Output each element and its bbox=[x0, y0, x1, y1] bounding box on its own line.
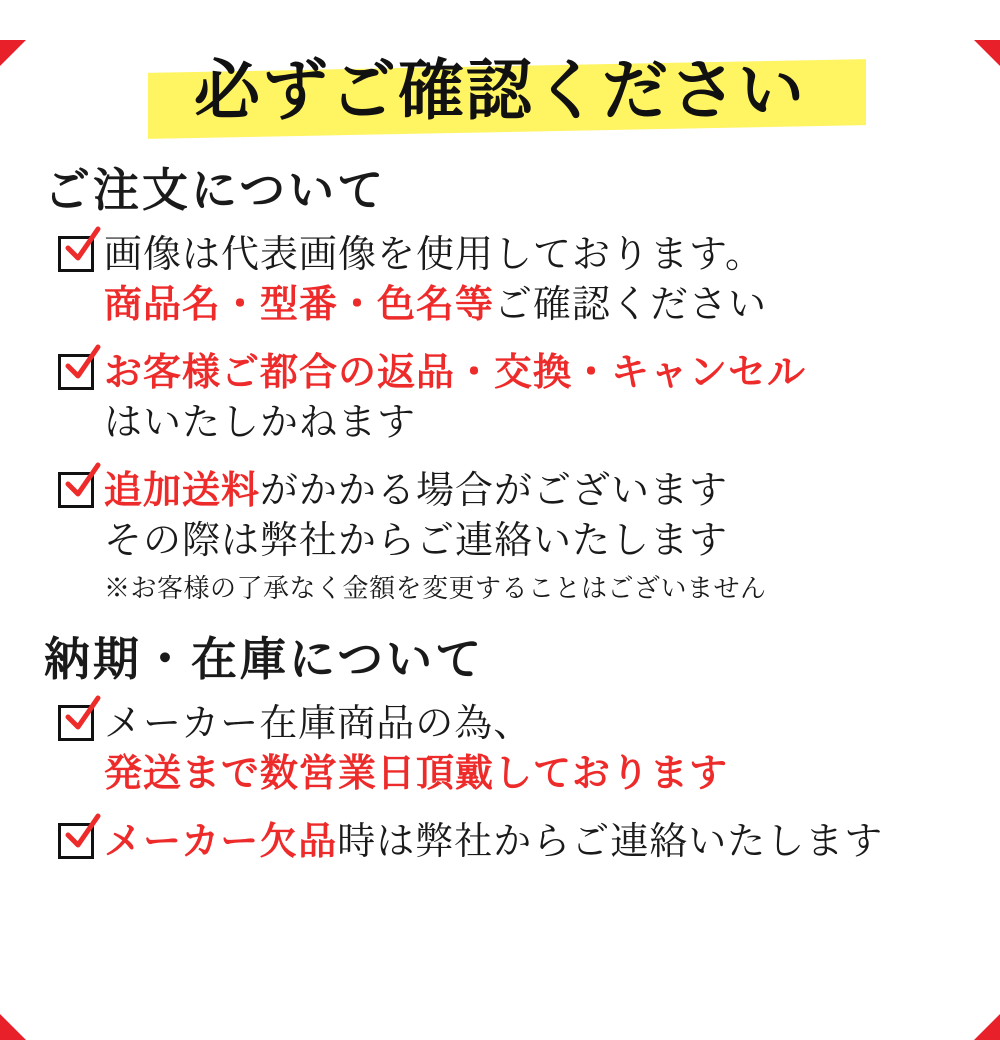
corner-accent-bottom-right bbox=[974, 1014, 1000, 1040]
item-text bbox=[104, 348, 1000, 448]
item-line: はいたしかねます bbox=[104, 401, 417, 444]
item-line bbox=[104, 817, 1000, 867]
headline bbox=[0, 40, 1000, 144]
item-line: その際は弊社からご連絡いたします bbox=[104, 520, 729, 563]
item-line-red: 商品名・型番・色名等 bbox=[104, 283, 495, 326]
item-line-red: 追加送料 bbox=[104, 470, 261, 513]
item-text bbox=[104, 699, 1000, 799]
item-note: ※お客様の了承なく金額を変更することはございません bbox=[104, 574, 767, 604]
checkbox-icon bbox=[58, 236, 94, 272]
item-line bbox=[104, 280, 1000, 330]
section-title-delivery-stock: 納期・在庫について bbox=[44, 634, 485, 686]
list-item bbox=[58, 466, 1000, 605]
check-mark-icon bbox=[63, 344, 101, 382]
item-text bbox=[104, 230, 1000, 330]
item-line bbox=[104, 466, 1000, 516]
section-orders bbox=[0, 162, 1000, 605]
list-item bbox=[58, 817, 1000, 867]
list-item bbox=[58, 699, 1000, 799]
item-line-black: ご確認ください bbox=[494, 283, 768, 326]
item-line: お客様ご都合の返品・交換・キャンセル bbox=[104, 351, 807, 394]
item-line: メーカー在庫商品の為、 bbox=[104, 702, 533, 745]
item-line-red: メーカー欠品 bbox=[104, 821, 338, 864]
section-title-orders: ご注文について bbox=[44, 165, 387, 216]
item-line-black: がかかる場合がございます bbox=[260, 470, 729, 513]
headline-text: 必ずご確認ください bbox=[194, 55, 806, 128]
section-delivery-stock bbox=[0, 631, 1000, 867]
checkbox-icon bbox=[58, 472, 94, 508]
item-text bbox=[104, 817, 1000, 867]
checkbox-icon bbox=[58, 354, 94, 390]
item-line: 発送まで数営業日頂戴しております bbox=[104, 753, 729, 796]
item-line-black: 時は弊社からご連絡いたします bbox=[337, 821, 884, 864]
checkbox-icon bbox=[58, 705, 94, 741]
check-mark-icon bbox=[63, 462, 101, 500]
check-mark-icon bbox=[63, 695, 101, 733]
corner-accent-bottom-left bbox=[0, 1014, 26, 1040]
check-mark-icon bbox=[63, 813, 101, 851]
item-text bbox=[104, 466, 1000, 605]
item-line: 画像は代表画像を使用しております。 bbox=[104, 233, 764, 276]
list-item bbox=[58, 230, 1000, 330]
check-mark-icon bbox=[63, 226, 101, 264]
notice-page bbox=[0, 40, 1000, 1040]
list-item bbox=[58, 348, 1000, 448]
checkbox-icon bbox=[58, 823, 94, 859]
